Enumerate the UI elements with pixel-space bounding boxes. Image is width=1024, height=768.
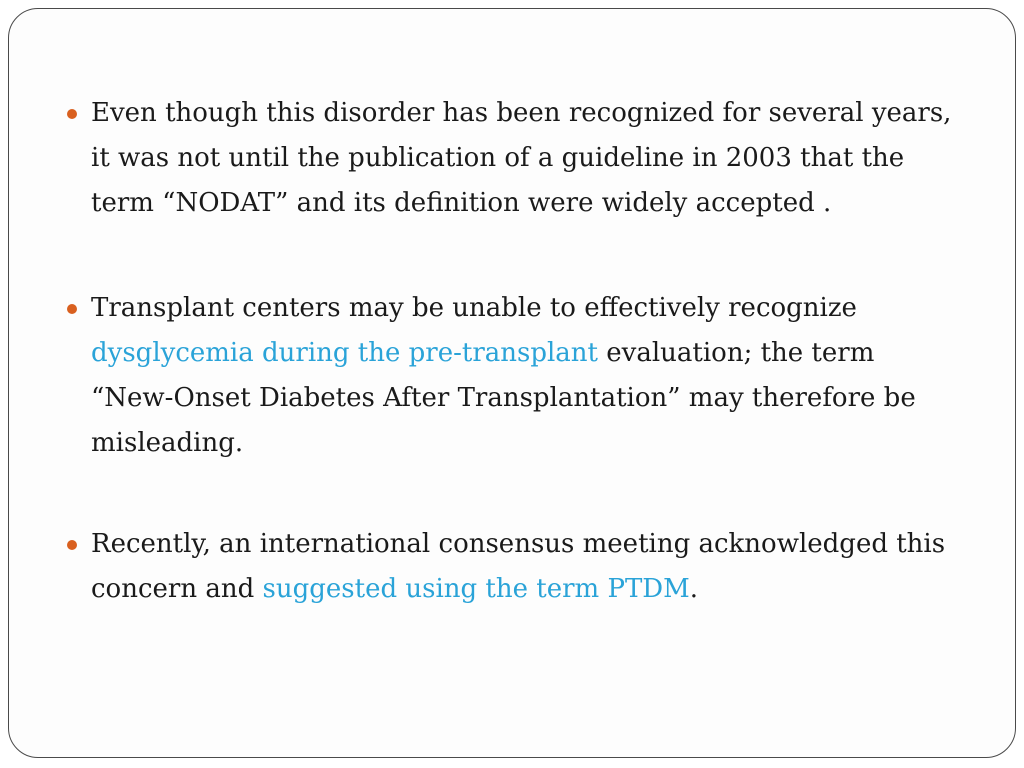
slide-content [65, 91, 965, 672]
slide-frame [8, 8, 1016, 758]
bullet-dot-icon [67, 540, 77, 550]
bullet-3-highlight: suggested using the term PTDM [262, 574, 690, 604]
bullet-dot-icon [67, 109, 77, 119]
bullet-dot-icon [67, 304, 77, 314]
bullet-text-1 [91, 98, 951, 218]
bullet-2-part-3: evaluation; the term “New-Onset Diabetes After Transplantation” may therefore be misleading. [91, 338, 916, 458]
bullet-item-3 [65, 522, 965, 612]
bullet-2-part-1: Transplant centers may be unable to effectively recognize [91, 293, 857, 323]
bullet-text-3 [91, 529, 945, 604]
bullet-3-part-3: . [689, 574, 699, 604]
bullet-text-2 [91, 293, 916, 458]
bullet-item-2 [65, 286, 965, 466]
bullet-2-highlight: dysglycemia during the pre-transplant [91, 338, 598, 368]
bullet-1-part-1: Even though this disorder has been recognized for several years, it was not until the publication of a guideline in 2003 that the term “NODAT” and its definition were widely accepted . [91, 98, 952, 218]
bullet-3-part-1: Recently, an international consensus meeting acknowledged this concern and [91, 529, 946, 604]
bullet-item-1 [65, 91, 965, 226]
